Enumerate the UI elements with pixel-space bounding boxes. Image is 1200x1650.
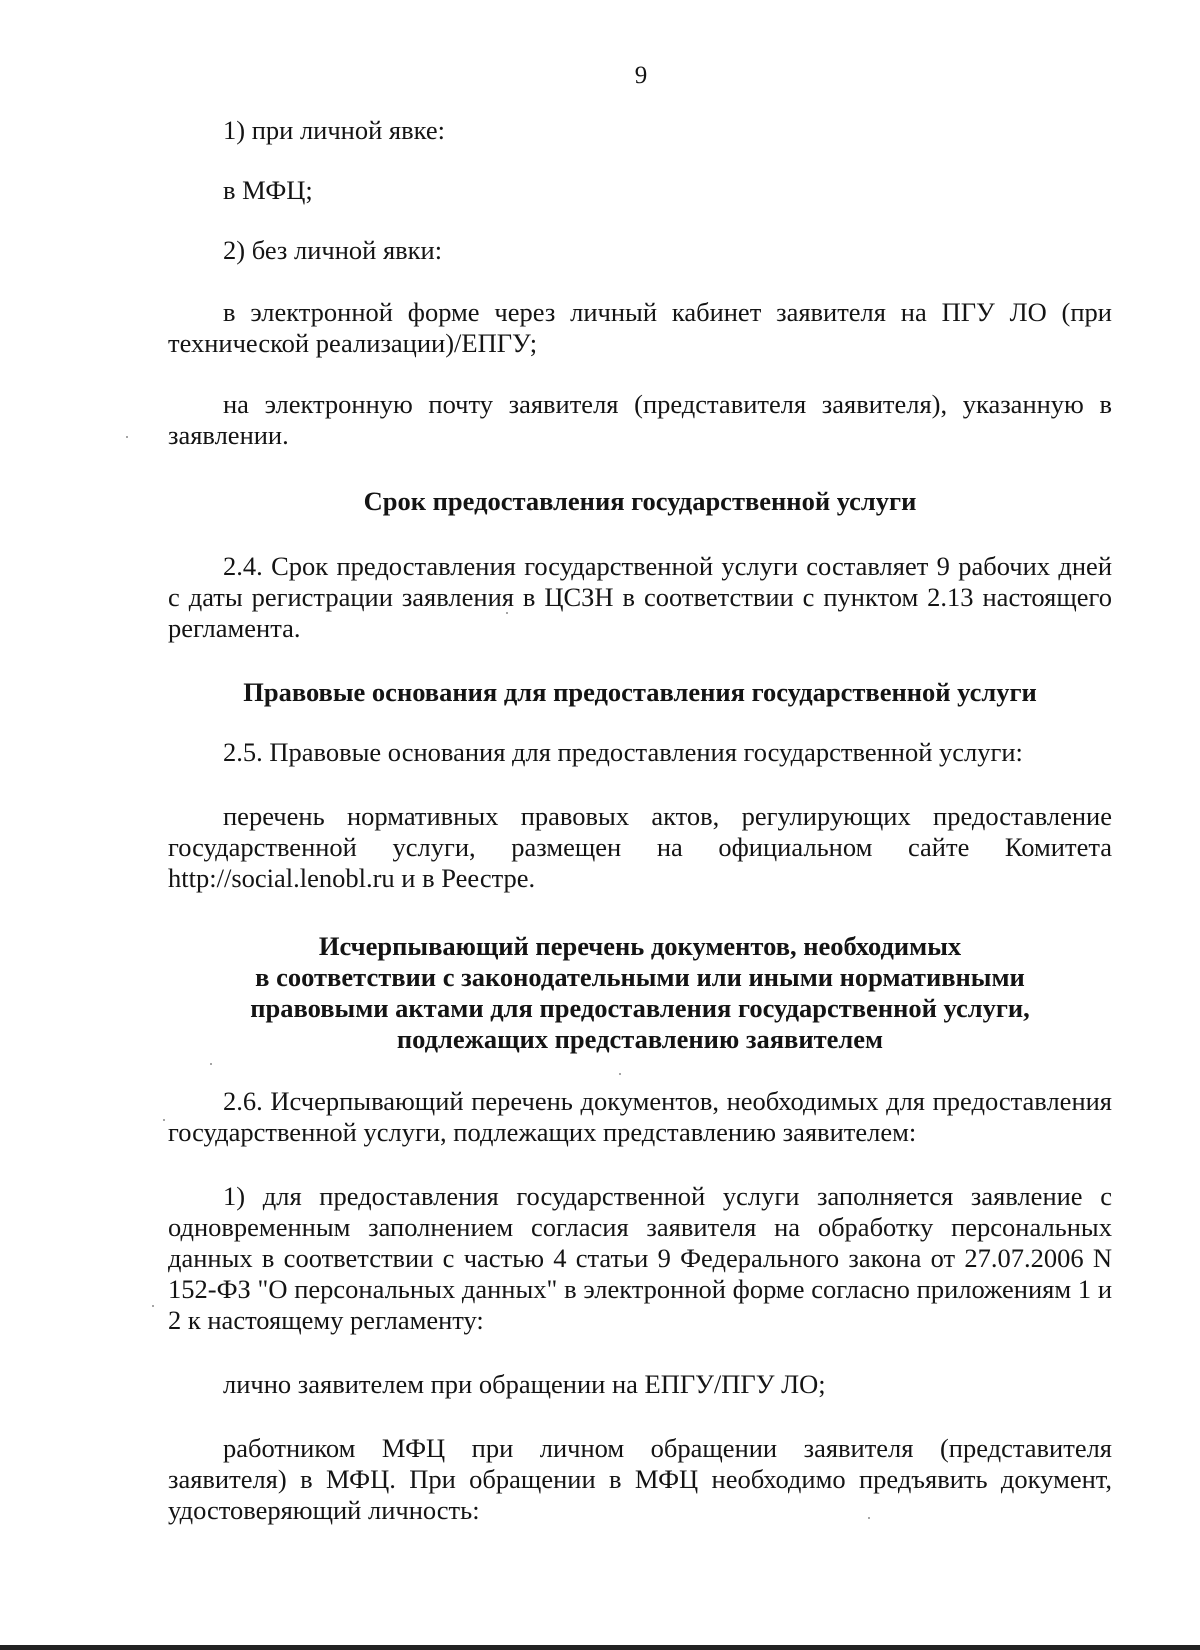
heading-documents-line-3: правовыми актами для предоставления государственной услуги,: [250, 993, 1030, 1023]
scan-speck: [868, 1517, 870, 1519]
paragraph-2-4: 2.4. Срок предоставления государственной услуги составляет 9 рабочих дней с даты регистрации заявления в ЦСЗН в соответствии с пунктом 2.13 настоящего регламента.: [168, 551, 1112, 643]
paragraph-2-6: 2.6. Исчерпывающий перечень документов, необходимых для предоставления государственной услуги, подлежащих представлению заявителем:: [168, 1086, 1112, 1147]
paragraph-personal-submission: лично заявителем при обращении на ЕПГУ/ПГУ ЛО;: [223, 1369, 826, 1399]
heading-documents-line-4: подлежащих представлению заявителем: [396, 1024, 884, 1054]
heading-documents-line-1: Исчерпывающий перечень документов, необходимых: [318, 931, 962, 961]
heading-documents-line-2: в соответствии с законодательными или иными нормативными: [255, 962, 1025, 992]
paragraph-mfc-worker: работником МФЦ при личном обращении заявителя (представителя заявителя) в МФЦ. При обращении в МФЦ необходимо предъявить документ, удостоверяющий личность:: [168, 1433, 1112, 1525]
paragraph-2-5: 2.5. Правовые основания для предоставления государственной услуги:: [223, 737, 1023, 767]
page-number: 9: [634, 62, 648, 89]
paragraph-no-visit: 2) без личной явки:: [223, 235, 443, 265]
scan-speck: [506, 612, 508, 614]
document-body: [168, 115, 1112, 1526]
heading-legal-grounds: Правовые основания для предоставления государственной услуги: [243, 677, 1037, 707]
paragraph-mfc: в МФЦ;: [223, 175, 313, 205]
scan-speck: [126, 436, 128, 438]
paragraph-email: на электронную почту заявителя (представителя заявителя), указанную в заявлении.: [168, 389, 1112, 450]
paragraph-personal-visit: 1) при личной явке:: [223, 115, 445, 145]
heading-documents-list: [168, 931, 1112, 1055]
scan-bottom-edge: [0, 1645, 1200, 1650]
paragraph-application-form: 1) для предоставления государственной услуги заполняется заявление с одновременным заполнением согласия заявителя на обработку персональных данных в соответствии с частью 4 статьи 9 Федерального закона от 27.07.2006 N 152-ФЗ "О персональных данных" в электронной форме согласно приложениям 1 и 2 к настоящему регламенту:: [168, 1181, 1112, 1335]
paragraph-electronic-form: в электронной форме через личный кабинет заявителя на ПГУ ЛО (при технической реализации)/ЕПГУ;: [168, 297, 1112, 358]
scan-speck: [163, 1119, 165, 1121]
paragraph-legal-acts-list: перечень нормативных правовых актов, регулирующих предоставление государственной услуги, размещен на официальном сайте Комитета http://social.lenobl.ru и в Реестре.: [168, 801, 1112, 893]
heading-service-term: Срок предоставления государственной услуги: [363, 486, 917, 516]
scan-speck: [210, 1063, 212, 1065]
scan-speck: [619, 1073, 621, 1075]
scan-speck: [152, 1305, 154, 1307]
